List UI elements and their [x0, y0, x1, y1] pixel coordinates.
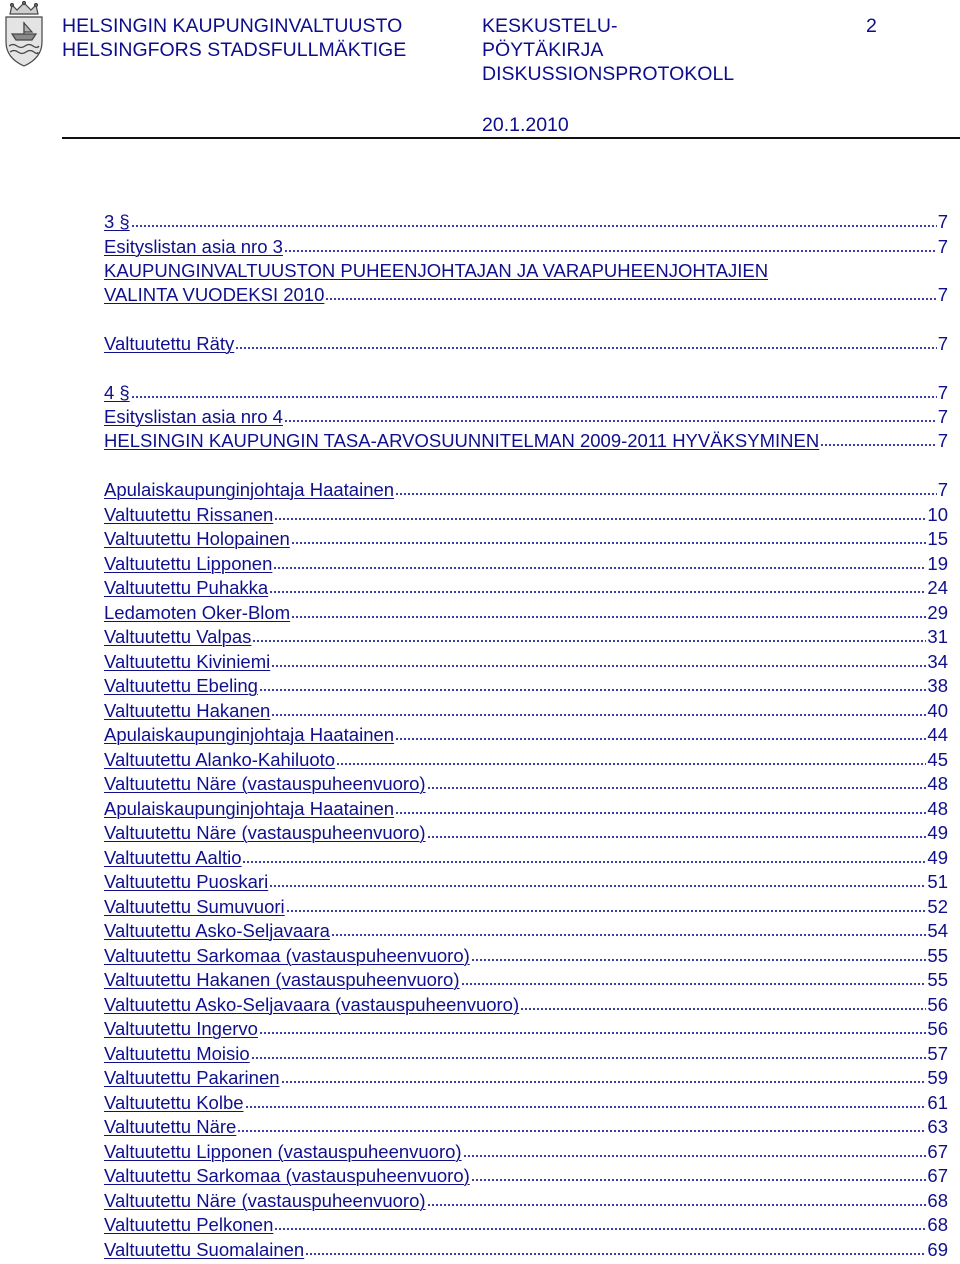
document-type-line1: KESKUSTELU-: [482, 15, 618, 37]
toc-entry-label: Valtuutettu Moisio: [104, 1043, 250, 1064]
toc-entry-label: Valtuutettu Näre (vastauspuheenvuoro): [104, 1190, 426, 1211]
toc-entry[interactable]: [104, 528, 948, 550]
toc-entry-label: Esityslistan asia nro 3: [104, 236, 283, 257]
toc-dot-leader: [273, 566, 926, 570]
page-number: 2: [866, 15, 877, 37]
toc-entry[interactable]: [104, 333, 948, 355]
toc-dot-leader: [131, 224, 937, 228]
toc-entry-label: 4 §: [104, 382, 130, 403]
toc-entry-page: 7: [937, 211, 948, 232]
toc-entry[interactable]: [104, 994, 948, 1016]
toc-entry[interactable]: [104, 1214, 948, 1236]
toc-entry-label: Valtuutettu Sarkomaa (vastauspuheenvuoro): [104, 945, 470, 966]
toc-entry[interactable]: [104, 626, 948, 648]
toc-entry[interactable]: [104, 675, 948, 697]
toc-dot-leader: [427, 786, 927, 790]
toc-dot-leader: [471, 1178, 927, 1182]
toc-entry-label: Ledamoten Oker-Blom: [104, 602, 291, 623]
toc-entry-page: 45: [927, 749, 948, 770]
header-divider: [62, 137, 960, 139]
toc-dot-leader: [395, 811, 926, 815]
toc-dot-leader: [131, 395, 937, 399]
toc-entry-page: 7: [937, 430, 948, 451]
toc-dot-leader: [281, 1080, 927, 1084]
toc-entry-page: 19: [927, 553, 948, 574]
toc-entry-page: 31: [927, 626, 948, 647]
toc-entry-page: 7: [937, 406, 948, 427]
toc-entry-label: Apulaiskaupunginjohtaja Haatainen: [104, 724, 395, 745]
organization-name-swedish: HELSINGFORS STADSFULLMÄKTIGE: [62, 39, 407, 61]
toc-entry-label: Valtuutettu Aaltio: [104, 847, 242, 868]
toc-entry[interactable]: [104, 1165, 948, 1187]
toc-entry-page: 38: [927, 675, 948, 696]
toc-entry[interactable]: [104, 773, 948, 795]
toc-dot-leader: [271, 664, 926, 668]
toc-dot-leader: [274, 517, 926, 521]
toc-entry-label: Valtuutettu Näre (vastauspuheenvuoro): [104, 773, 426, 794]
toc-entry[interactable]: [104, 871, 948, 893]
toc-entry-label: Valtuutettu Lipponen (vastauspuheenvuoro): [104, 1141, 462, 1162]
toc-entry-label: Valtuutettu Hakanen (vastauspuheenvuoro): [104, 969, 460, 990]
toc-entry-label: Valtuutettu Asko-Seljavaara (vastauspuheenvuoro): [104, 994, 520, 1015]
toc-entry-page: 68: [927, 1190, 948, 1211]
toc-entry[interactable]: [104, 406, 948, 428]
toc-entry[interactable]: [104, 1067, 948, 1089]
toc-dot-leader: [284, 419, 937, 423]
toc-entry-label: Valtuutettu Alanko-Kahiluoto: [104, 749, 336, 770]
toc-entry-label: Valtuutettu Sarkomaa (vastauspuheenvuoro): [104, 1165, 470, 1186]
toc-entry-label: Valtuutettu Kolbe: [104, 1092, 244, 1113]
toc-entry[interactable]: [104, 651, 948, 673]
toc-entry-label: Valtuutettu Asko-Seljavaara: [104, 920, 330, 941]
toc-entry-page: 57: [927, 1043, 948, 1064]
toc-entry-page: 7: [937, 284, 948, 305]
toc-entry-page: 54: [927, 920, 948, 941]
toc-dot-leader: [427, 1203, 927, 1207]
toc-dot-leader: [820, 443, 937, 447]
toc-entry-page: 69: [927, 1239, 948, 1260]
toc-dot-leader: [395, 737, 926, 741]
toc-dot-leader: [269, 884, 926, 888]
organization-name-finnish: HELSINGIN KAUPUNGINVALTUUSTO: [62, 15, 403, 37]
toc-entry-label: Valtuutettu Näre: [104, 1116, 237, 1137]
toc-dot-leader: [461, 982, 927, 986]
toc-entry-page: 29: [927, 602, 948, 623]
toc-entry[interactable]: [104, 798, 948, 820]
toc-entry-page: 63: [927, 1116, 948, 1137]
toc-entry[interactable]: [104, 211, 948, 233]
toc-entry[interactable]: [104, 700, 948, 722]
toc-entry-label: Apulaiskaupunginjohtaja Haatainen: [104, 479, 395, 500]
toc-entry-label: Valtuutettu Ebeling: [104, 675, 258, 696]
toc-entry-page: 61: [927, 1092, 948, 1113]
toc-entry-label: Apulaiskaupunginjohtaja Haatainen: [104, 798, 395, 819]
toc-entry-label: Valtuutettu Pakarinen: [104, 1067, 280, 1088]
toc-dot-leader: [291, 615, 926, 619]
toc-entry-label: HELSINGIN KAUPUNGIN TASA-ARVOSUUNNITELMAN 2009-2011 HYVÄKSYMINEN: [104, 430, 820, 451]
toc-entry[interactable]: [104, 504, 948, 526]
toc-dot-leader: [395, 492, 937, 496]
toc-entry[interactable]: [104, 1116, 948, 1138]
toc-entry-page: 67: [927, 1165, 948, 1186]
toc-entry-page: 7: [937, 236, 948, 257]
toc-entry-label: VALINTA VUODEKSI 2010: [104, 284, 325, 305]
toc-entry-label: Valtuutettu Valpas: [104, 626, 252, 647]
toc-entry-page: 68: [927, 1214, 948, 1235]
toc-entry[interactable]: [104, 724, 948, 746]
toc-dot-leader: [271, 713, 926, 717]
toc-dot-leader: [269, 590, 926, 594]
toc-entry-page: 56: [927, 1018, 948, 1039]
toc-entry-page: 24: [927, 577, 948, 598]
toc-entry[interactable]: [104, 236, 948, 258]
toc-dot-leader: [520, 1007, 926, 1011]
toc-entry-label: Valtuutettu Rissanen: [104, 504, 274, 525]
toc-entry[interactable]: [104, 1092, 948, 1114]
toc-entry-label: Valtuutettu Hakanen: [104, 700, 271, 721]
toc-entry-page: 55: [927, 945, 948, 966]
toc-entry[interactable]: [104, 749, 948, 771]
toc-dot-leader: [245, 1105, 927, 1109]
toc-entry-label: Valtuutettu Räty: [104, 333, 235, 354]
document-type-line3: DISKUSSIONSPROTOKOLL: [482, 63, 735, 85]
toc-entry[interactable]: [104, 847, 948, 869]
toc-entry[interactable]: [104, 896, 948, 918]
toc-entry[interactable]: [104, 1239, 948, 1261]
toc-entry-page: 56: [927, 994, 948, 1015]
toc-entry[interactable]: [104, 479, 948, 501]
toc-entry[interactable]: [104, 284, 948, 306]
toc-dot-leader: [291, 541, 927, 545]
helsinki-coat-of-arms-logo: [2, 0, 46, 72]
document-date: 20.1.2010: [482, 114, 569, 136]
toc-entry[interactable]: [104, 602, 948, 624]
toc-entry[interactable]: [104, 822, 948, 844]
toc-entry-label: 3 §: [104, 211, 130, 232]
toc-entry-page: 48: [927, 798, 948, 819]
toc-dot-leader: [252, 639, 926, 643]
toc-entry-page: 52: [927, 896, 948, 917]
toc-entry-page: 40: [927, 700, 948, 721]
toc-dot-leader: [235, 346, 936, 350]
toc-entry-page: 44: [927, 724, 948, 745]
toc-entry-label: Valtuutettu Suomalainen: [104, 1239, 305, 1260]
toc-dot-leader: [331, 933, 927, 937]
toc-dot-leader: [237, 1129, 926, 1133]
toc-entry[interactable]: [104, 553, 948, 575]
toc-entry[interactable]: [104, 1018, 948, 1040]
toc-entry-page: 34: [927, 651, 948, 672]
toc-entry[interactable]: [104, 969, 948, 991]
toc-entry-page: 7: [937, 479, 948, 500]
toc-entry[interactable]: [104, 577, 948, 599]
toc-entry-label: Valtuutettu Näre (vastauspuheenvuoro): [104, 822, 426, 843]
toc-entry-page: 67: [927, 1141, 948, 1162]
toc-dot-leader: [284, 249, 937, 253]
toc-entry-label: Valtuutettu Kiviniemi: [104, 651, 271, 672]
toc-entry-label: Valtuutettu Lipponen: [104, 553, 273, 574]
toc-dot-leader: [305, 1252, 926, 1256]
toc-entry[interactable]: [104, 382, 948, 404]
toc-dot-leader: [274, 1227, 926, 1231]
toc-entry-label: Valtuutettu Holopainen: [104, 528, 290, 549]
toc-entry-page: 59: [927, 1067, 948, 1088]
toc-entry[interactable]: [104, 1141, 948, 1163]
toc-entry-page: 15: [927, 528, 948, 549]
toc-dot-leader: [336, 762, 926, 766]
toc-dot-leader: [463, 1154, 927, 1158]
toc-entry-label: Esityslistan asia nro 4: [104, 406, 283, 427]
toc-dot-leader: [286, 909, 927, 913]
toc-entry-page: 48: [927, 773, 948, 794]
toc-entry-page: 51: [927, 871, 948, 892]
toc-entry[interactable]: [104, 920, 948, 942]
toc-entry-label-line1[interactable]: KAUPUNGINVALTUUSTON PUHEENJOHTAJAN JA VARAPUHEENJOHTAJIEN: [104, 260, 769, 281]
document-header-organization: [62, 14, 406, 62]
toc-entry-label: Valtuutettu Puoskari: [104, 871, 269, 892]
toc-entry[interactable]: [104, 1190, 948, 1212]
toc-entry-page: 10: [927, 504, 948, 525]
toc-entry[interactable]: [104, 430, 948, 452]
toc-entry-page: 49: [927, 847, 948, 868]
toc-entry-page: 49: [927, 822, 948, 843]
toc-dot-leader: [242, 860, 926, 864]
toc-entry-page: 7: [937, 382, 948, 403]
toc-dot-leader: [251, 1056, 927, 1060]
document-header-type: [482, 14, 734, 86]
toc-entry-page: 55: [927, 969, 948, 990]
toc-dot-leader: [471, 958, 927, 962]
toc-dot-leader: [427, 835, 927, 839]
toc-entry-page: 7: [937, 333, 948, 354]
toc-dot-leader: [325, 297, 936, 301]
toc-dot-leader: [259, 688, 926, 692]
toc-entry-label: Valtuutettu Sumuvuori: [104, 896, 285, 917]
toc-entry-label: Valtuutettu Ingervo: [104, 1018, 258, 1039]
document-type-line2: PÖYTÄKIRJA: [482, 39, 604, 61]
toc-entry[interactable]: [104, 1043, 948, 1065]
toc-entry-label: Valtuutettu Puhakka: [104, 577, 269, 598]
toc-entry[interactable]: [104, 945, 948, 967]
toc-entry-label: Valtuutettu Pelkonen: [104, 1214, 274, 1235]
toc-dot-leader: [259, 1031, 926, 1035]
